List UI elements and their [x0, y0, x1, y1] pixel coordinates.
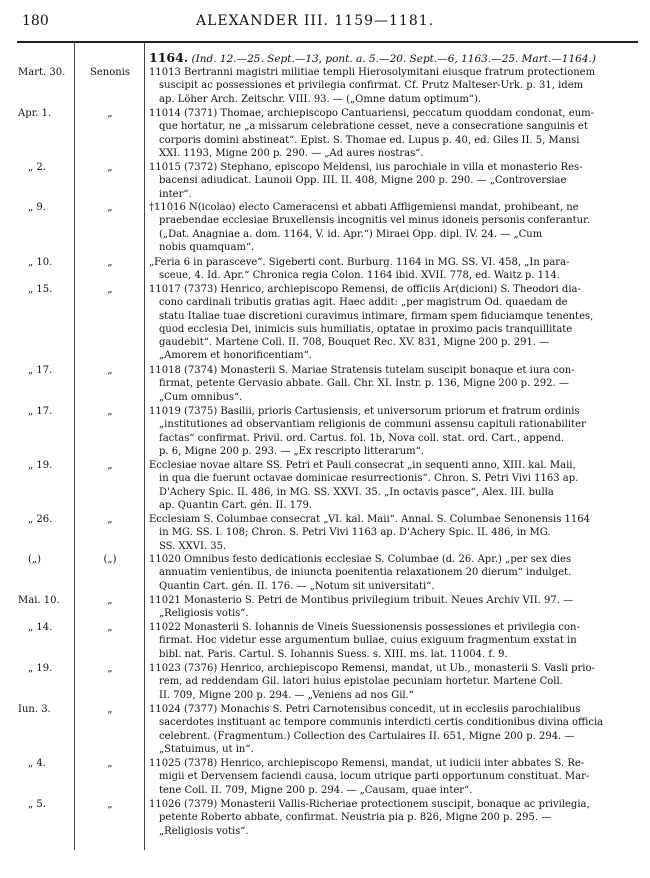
entry-text: [149, 66, 637, 106]
entry-date: „ 4.: [28, 758, 46, 769]
entry-date: „ 5.: [28, 799, 46, 810]
entry-text-line: 11021 Monasterio S. Petri de Montibus privilegium tribuit. Neues Archiv VII. 97. —: [149, 595, 574, 606]
entry-date: „ 19.: [28, 663, 53, 674]
entry-text: [149, 256, 637, 283]
entry-text: [149, 594, 637, 621]
entry-place: „: [107, 799, 113, 810]
entry-text-line: („Dat. Anagniae a. dom. 1164, V. id. Apr.“) Miraei Opp. dipl. IV. 24. — „Cum: [159, 228, 543, 240]
entry-date: „ 15.: [28, 284, 53, 295]
entry-place: („): [103, 554, 117, 565]
entry-text-line: „Cum omnibus“.: [159, 391, 243, 403]
entry-text: [149, 283, 637, 363]
entry-text-line: 11026 (7379) Monasterii Vallis-Richeriae protectionem suscipit, bonaque ac privilegia,: [149, 799, 590, 810]
entry-text-line: suscipit ac possessiones et privilegia confirmat. Cf. Prutz Malteser-Urk. p. 31, idem: [159, 80, 584, 92]
entry-text-line: firmat. Hoc videtur esse argumentum bullae, cuius exiguum fragmentum exstat in: [159, 635, 577, 647]
entry-text: [149, 107, 637, 160]
entry-text: [149, 621, 637, 661]
entry-text-line: 11025 (7378) Henrico, archiepiscopo Remensi, mandat, ut iudicii inter abbates S. Re-: [149, 758, 585, 769]
entry-text-line: annuatim venientibus, de iniuncta poenitentia relaxationem 20 dierum“ indulget.: [159, 567, 572, 579]
entry-text: [149, 757, 637, 797]
entry-text-line: cono cardinali tributis gratias agit. Haec addit: „per magistrum Od. quaedam de: [159, 297, 568, 309]
entry-text-line: 11014 (7371) Thomae, archiepiscopo Cantuariensi, peccatum quoddam condonat, eum-: [149, 108, 594, 119]
entry-place: „: [107, 365, 113, 376]
entry-text-line: 11019 (7375) Basilii, prioris Cartusiensis, et universorum priorum et fratrum ordinis: [149, 406, 580, 417]
entry-text-line: factas“ confirmat. Privil. ord. Cartus. fol. 1b, Nova coll. stat. ord. Cart., append.: [159, 432, 565, 444]
entry-text-line: p. 6, Migne 200 p. 293. — „Ex rescripto litterarum“.: [159, 445, 424, 457]
entry-text-line: petente Roberto abbate, confirmat. Neustria pia p. 826, Migne 200 p. 295. —: [159, 812, 552, 824]
entry-date: „ 2.: [28, 162, 46, 173]
entry-text-line: „Religiosis votis“.: [159, 608, 249, 620]
entry-place: „: [107, 595, 113, 606]
entry-place: „: [107, 108, 113, 119]
entry-text-line: 11013 Bertranni magistri militiae templi Hierosolymitani eiusque fratrum protectionem: [149, 67, 596, 78]
entry-place: „: [107, 663, 113, 674]
entry-text-line: firmat, petente Gervasio abbate. Gall. Chr. XI. Instr. p. 136, Migne 200 p. 292. —: [159, 378, 569, 390]
entry-place: „: [107, 202, 113, 213]
entry-text-line: †11016 N(icolao) electo Cameracensi et abbati Affligemiensi mandat, prohibeant, ne: [149, 202, 579, 213]
header-rule: [17, 41, 638, 43]
entry-place: „: [107, 514, 113, 525]
entry-date: „ 10.: [28, 257, 53, 268]
entry-text-line: praebendae ecclesiae Bruxellensis incognitis vel minus idoneis personis conferantur.: [159, 215, 590, 227]
entry-date: Iun. 3.: [18, 704, 51, 715]
entry-place: „: [107, 622, 113, 633]
entry-text-line: sacerdotes instituant ac tempore communis interdicti certis conditionibus divina officia: [159, 717, 604, 729]
entry-text-line: D'Achery Spic. II. 486, in MG. SS. XXVI. 35. „In octavis pasce“, Alex. III. bulla: [159, 486, 554, 498]
entry-text: [149, 364, 637, 404]
entry-text-line: Quantin Cart. gén. II. 176. — „Notum sit universitati“.: [159, 580, 435, 592]
entry-text-line: que hortatur, ne „a missarum celebratione cesset, neve a consecratione sanguinis et: [159, 121, 588, 133]
entry-place: „: [107, 406, 113, 417]
indiction-note: (Ind. 12.—25. Sept.—13, pont. a. 5.—20. Sept.—6, 1163.—25. Mart.—1164.): [191, 53, 596, 65]
entry-text-line: in MG. SS. I. 108; Chron. S. Petri Vivi 1163 ap. D'Achery Spic. II. 486, in MG.: [159, 527, 551, 539]
entry-date: „ 17.: [28, 406, 53, 417]
entry-text-line: „Feria 6 in parasceve“. Sigeberti cont. Burburg. 1164 in MG. SS. VI. 458, „In para-: [149, 257, 570, 268]
entry-text-line: „Amorem et honorificentiam“.: [159, 350, 312, 362]
entry-place: „: [107, 704, 113, 715]
page-number: 180: [22, 13, 49, 29]
entry-text: [149, 703, 637, 756]
entry-text-line: celebrent. (Fragmentum.) Collection des Cartulaires II. 651, Migne 200 p. 294. —: [159, 730, 575, 742]
entry-place: „: [107, 284, 113, 295]
entry-text-line: in qua die fuerunt octavae dominicae resurrectionis“. Chron. S. Petri Vivi 1163 ap.: [159, 473, 579, 485]
entry-text-line: Ecclesiae novae altare SS. Petri et Pauli consecrat „in sequenti anno, XIII. kal. Maii,: [149, 460, 576, 471]
entry-text-line: SS. XXVI. 35.: [159, 540, 227, 552]
entry-text-line: Ecclesiam S. Columbae consecrat „VI. kal. Maii“. Annal. S. Columbae Senonensis 1164: [149, 514, 590, 525]
entry-text-line: bacensi adiudicat. Launoii Opp. III. II. 408, Migne 200 p. 290. — „Controversiae: [159, 175, 567, 187]
entry-date: „ 9.: [28, 202, 46, 213]
entry-place: „: [107, 162, 113, 173]
entry-text-line: bibl. nat. Paris. Cartul. S. Iohannis Suess. s. XIII. ms. lat. 11004. f. 9.: [159, 648, 508, 660]
entry-text-line: 11020 Omnibus festo dedicationis ecclesiae S. Columbae (d. 26. Apr.) „per sex dies: [149, 554, 572, 565]
running-title: ALEXANDER III. 1159—1181.: [196, 13, 435, 29]
entry-date: „ 17.: [28, 365, 53, 376]
entry-text-line: quod ecclesia Dei, inimicis suis humiliatis, optatae in proximo pacis tranquillitate: [159, 323, 573, 335]
entry-place: „: [107, 758, 113, 769]
entry-text-line: 11018 (7374) Monasterii S. Mariae Stratensis tutelam suscipit bonaque et iura con-: [149, 365, 575, 376]
entry-text-line: „Statuimus, ut in“.: [159, 743, 254, 755]
entry-text-line: „institutiones ad observantiam religionis de communi assensu capituli rationabiliter: [159, 419, 586, 431]
entry-text: [149, 798, 637, 838]
entry-text-line: 11022 Monasterii S. Iohannis de Vineis Suessionensis possessiones et privilegia con-: [149, 622, 580, 633]
entry-text-line: sceue, 4. Id. Apr.“ Chronica regia Colon. 1164 ibid. XVII. 778, ed. Waitz p. 114.: [159, 270, 560, 282]
entry-text-line: inter“.: [159, 188, 192, 200]
entry-text-line: II. 709, Migne 200 p. 294. — „Veniens ad nos Gil.“: [159, 689, 414, 701]
entry-text-line: ap. Löher Arch. Zeitschr. VIII. 93. — („Omne datum optimum“).: [159, 93, 482, 105]
entry-text-line: „Religiosis votis“.: [159, 825, 249, 837]
entry-date: Mai. 10.: [18, 595, 60, 606]
entry-text-line: 11017 (7373) Henrico, archiepiscopo Remensi, de officiis Ar(dicioni) S. Theodori dia-: [149, 284, 581, 295]
entry-text-line: 11024 (7377) Monachis S. Petri Carnotensibus concedit, ut in ecclesiis parochialibus: [149, 704, 581, 715]
entry-text-line: XXI. 1193, Migne 200 p. 290. — „Ad aures nostras“.: [159, 147, 424, 159]
year-number: 1164.: [149, 50, 189, 65]
entry-text-line: nobis quamquam“.: [159, 241, 255, 253]
entry-text: [149, 459, 637, 512]
entry-place: Senonis: [90, 67, 130, 78]
entry-date: „ 19.: [28, 460, 53, 471]
entry-date: „ 14.: [28, 622, 53, 633]
entry-text-line: 11023 (7376) Henrico, archiepiscopo Remensi, mandat, ut Ub., monasterii S. Vasli prio-: [149, 663, 595, 674]
entry-text-line: statu Italiae tuae discretioni curavimus intimare, firmam spem fiduciamque tenentes,: [159, 310, 594, 322]
entry-text-line: corporis domini abstineat“. Epist. S. Thomae ed. Lupus p. 40, ed. Giles II. 5, Mansi: [159, 134, 580, 146]
entry-text-line: migii et Dervensem faciendi causa, locum utrique parti opportunum constituat. Mar-: [159, 771, 590, 783]
entry-text-line: tene Coll. II. 709, Migne 200 p. 294. — „Causam, quae inter“.: [159, 784, 473, 796]
entry-text: [149, 553, 637, 593]
entry-text: [149, 513, 637, 553]
entry-text: [149, 405, 637, 458]
entry-date: Apr. 1.: [18, 108, 52, 119]
entry-place: „: [107, 460, 113, 471]
entry-text-line: ap. Quantin Cart. gén. II. 179.: [159, 499, 313, 511]
entry-place: „: [107, 257, 113, 268]
entry-text: [149, 662, 637, 702]
entry-text-line: rem, ad reddendam Gil. latori huius epistolae pecuniam hortetur. Martene Coll.: [159, 676, 563, 688]
entry-text: [149, 161, 637, 201]
entry-text-line: 11015 (7372) Stephano, episcopo Meldensi, ius parochiale in villa et monasterio Res-: [149, 162, 583, 173]
entry-text: [149, 201, 637, 254]
entry-date: Mart. 30.: [18, 67, 66, 78]
entry-text-line: gaudebit“. Martene Coll. II. 708, Bouquet Rec. XV. 831, Migne 200 p. 291. —: [159, 337, 550, 349]
year-heading: [149, 51, 637, 66]
running-header: [0, 0, 650, 36]
column-rule-place: [144, 42, 145, 850]
entry-date: „ 26.: [28, 514, 53, 525]
entry-date: („): [28, 554, 41, 565]
